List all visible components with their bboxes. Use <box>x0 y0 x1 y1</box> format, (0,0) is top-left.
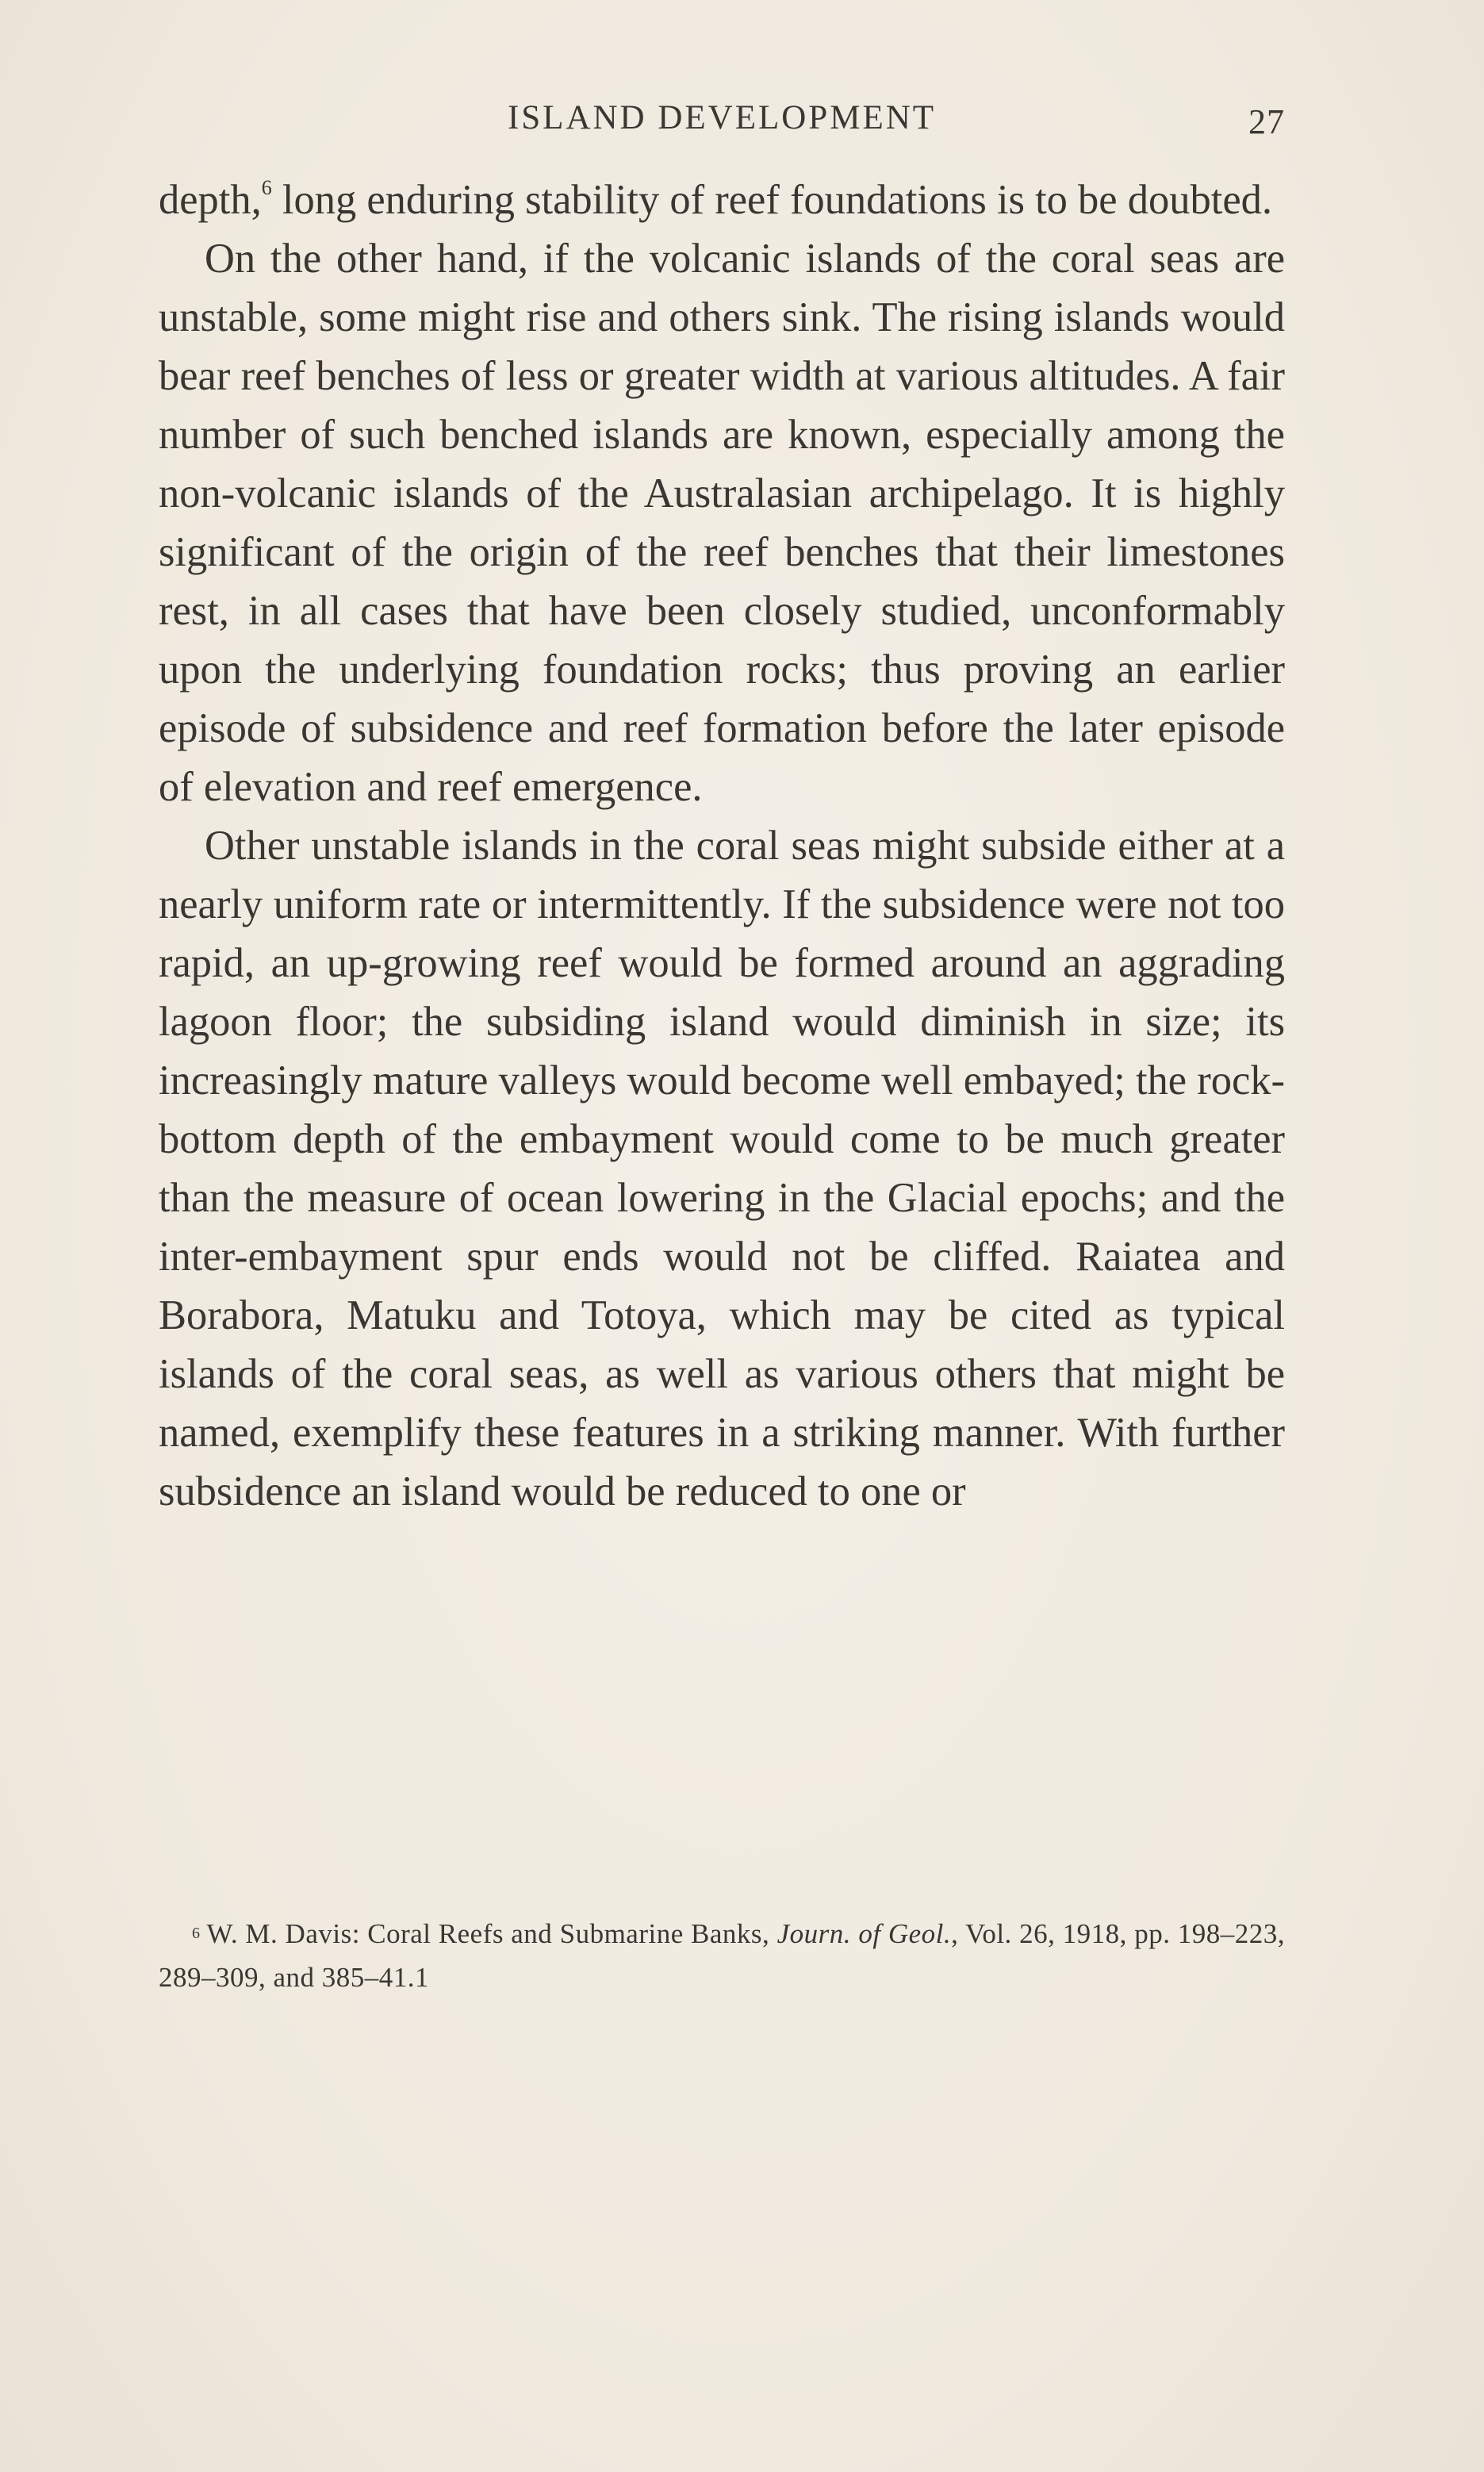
paragraph-1-rest: long enduring stability of reef foundations is to be doubted. <box>271 177 1272 223</box>
paragraph-3: Other unstable islands in the coral seas might subside either at a nearly uniform rate or intermittently. If the subsidence were not too rapid, an up-growing reef would be formed around an aggrading lagoon floor; the subsiding island would diminish in size; its increasingly mature valleys would become well embayed; the rock-bottom depth of the embayment would come to be much greater than the measure of ocean lowering in the Glacial epochs; and the inter-embayment spur ends would not be cliffed. Raiatea and Borabora, Matuku and Totoya, which may be cited as typical islands of the coral seas, as well as various others that might be named, exemplify these features in a striking manner. With further subsidence an island would be reduced to one or <box>159 823 1285 1514</box>
footnote <box>159 1912 1285 1999</box>
footnote-marker: 6 <box>192 1925 201 1942</box>
paragraph-1 <box>159 171 1285 229</box>
body-text <box>159 171 1285 1521</box>
paragraph-2: On the other hand, if the volcanic islands of the coral seas are unstable, some might rise and others sink. The rising islands would bear reef benches of less or greater width at various altitudes. A fair number of such benched islands are known, especially among the non-volcanic islands of the Australasian archipelago. It is highly significant of the origin of the reef benches that their limestones rest, in all cases that have been closely studied, unconformably upon the underlying foundation rocks; thus proving an earlier episode of subsidence and reef formation before the later episode of elevation and reef emergence. <box>159 236 1285 810</box>
footnote-reference: 6 <box>261 176 272 199</box>
running-head: ISLAND DEVELOPMENT <box>507 99 937 136</box>
footnote-text-end: , Vol. 26, 1918, pp. 198–223, 289–309, and 385–41.1 <box>159 1918 1286 1993</box>
page-header <box>159 94 1285 149</box>
footnote-journal: Journ. of Geol. <box>777 1918 952 1949</box>
paragraph-1-start: depth, <box>159 177 262 223</box>
footnote-text-start: W. M. Davis: Coral Reefs and Submarine Banks, <box>206 1918 777 1949</box>
footnote-6 <box>159 1912 1285 1999</box>
page-number: 27 <box>1248 102 1285 141</box>
